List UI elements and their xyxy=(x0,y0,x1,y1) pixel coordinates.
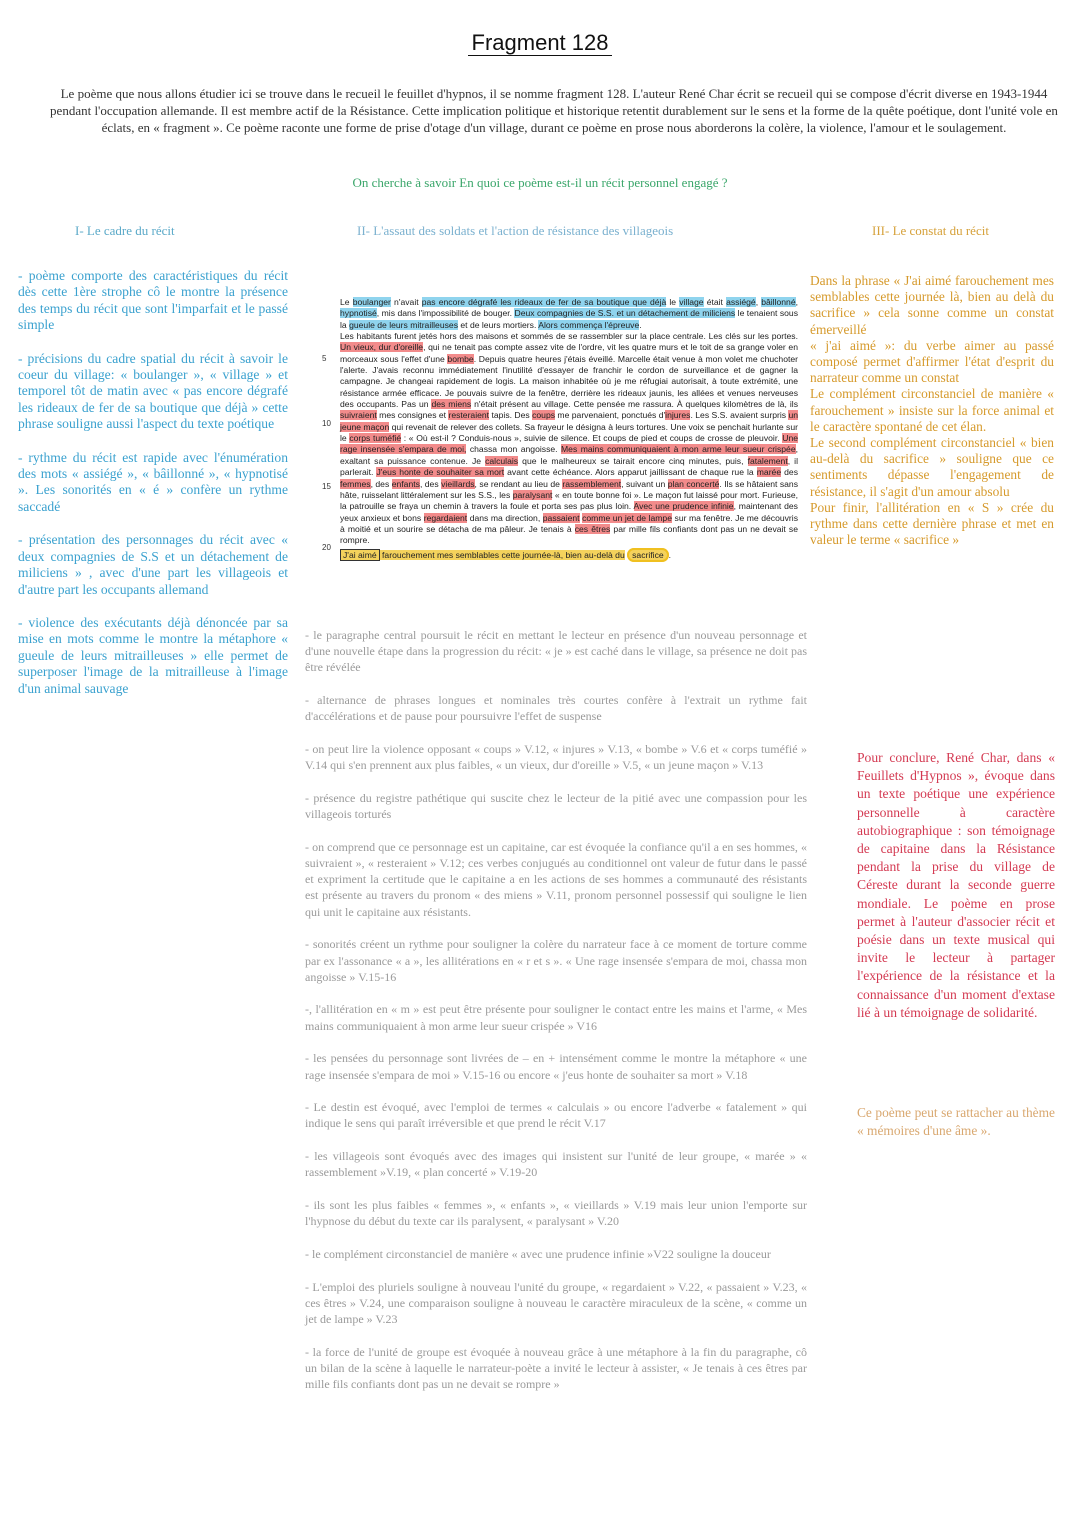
heading-part-2: II- L'assaut des soldats et l'action de résistance des villageois xyxy=(357,223,674,238)
highlight-yellow: bien au-delà du xyxy=(565,549,625,560)
highlight-red: des miens xyxy=(431,399,472,410)
page-title xyxy=(0,30,1080,56)
highlight-red: un jeune maçon xyxy=(340,410,798,432)
highlight-red: resteraient xyxy=(448,410,490,421)
note-item: - présence du registre pathétique qui suscite chez le lecteur de la pitié avec une compassion pour les villageois torturés xyxy=(305,790,807,822)
note-item: Le complément circonstanciel de manière « farouchement » insiste sur la force animal et le caractère spontané de cet élan. xyxy=(810,386,1054,434)
note-item: Le second complément circonstanciel « bien au-delà du sacrifice » souligne que ce sentiments dépasse l'engagement de résistance, il s'agit d'un amour absolu xyxy=(810,435,1054,499)
note-item: - rythme du récit est rapide avec l'énumération des mots « assiégé », « bâillonné », « hypnotisé ». Les sonorités en « é » confère un rythme saccadé xyxy=(18,449,288,514)
highlight-blue: Deux compagnies de S.S. et un détachement de miliciens xyxy=(514,308,736,319)
highlight-blue: hypnotisé xyxy=(340,308,377,319)
highlight-red: vieillards xyxy=(441,478,475,489)
note-item: - les villageois sont évoqués avec des images qui insistent sur l'unité de leur groupe, « marée » « rassemblement »V.19, « plan concerté » V.19-20 xyxy=(305,1149,807,1180)
highlight-yellow: farouchement mes semblables cette journée-là, xyxy=(379,549,566,560)
highlight-yellow: J'ai aimé xyxy=(340,549,380,561)
highlight-red: plan concerté xyxy=(667,478,720,489)
note-item: Dans la phrase « J'ai aimé farouchement mes semblables cette journée là, bien au delà du sacrifice » cela sonne comme un constat émerveillé xyxy=(810,273,1054,337)
note-item: - présentation des personnages du récit avec « deux compagnies de S.S et un détachement de miliciens » , avec d'une part les villageois et d'autre part les occupants allemand xyxy=(18,532,288,597)
highlight-red: Un vieux, dur d'oreille xyxy=(340,342,424,353)
note-item: « j'ai aimé »: du verbe aimer au passé composé permet d'affirmer l'état d'esprit du narrateur comme un constat xyxy=(810,337,1054,386)
note-item: - poème comporte des caractéristiques du récit dès cette 1ère strophe cô le montre la présence des temps du récit que sont l'imparfait et le passé simple xyxy=(18,268,288,333)
conclusion: Pour conclure, René Char, dans « Feuillets d'Hypnos », évoque dans un texte poétique une expérience personnelle à caractère autobiographique : son témoignage de capitaine dans la Résistance pendant la prise du village de Céreste durant la seconde guerre mondiale. Le poème en prose permet à l'auteur d'associer récit et poésie dans un texte musical qui invite le lecteur à partager l'expérience de la résistance et la connaissance d'un moment d'extase lié à un témoignage de solidarité. xyxy=(857,750,1055,1020)
poem-paragraph-3: J'ai aimé farouchement mes semblables cette journée-là, bien au-delà du sacrifice . xyxy=(340,550,798,561)
highlight-red: Avec une prudence infinie xyxy=(633,501,734,512)
highlight-blue: assiégé xyxy=(726,297,756,307)
heading-part-1: I- Le cadre du récit xyxy=(75,223,175,238)
note-item: - on comprend que ce personnage est un capitaine, car est évoquée la confiance qu'il a en ses hommes, « suivraient », « resteraient » V.12; ces verbes conjugués au conditionnel ont valeur de futur dans le passé et expriment la certitude que le capitaine a en les actions de ses hommes a communauté des résistants est présente au travers du pronom « des miens » V.11, pronom personnel possessif qui souligne le lien qui unit le capitaine aux résistants. xyxy=(305,839,807,919)
note-item: - on peut lire la violence opposant « coups » V.12, « injures » V.13, « bombe » V.6 et « corps tuméfié » V.14 qui s'en prennent aux plus faibles, « un vieux, dur d'oreille » V.5, « un jeune maçon » V.13 xyxy=(305,742,807,773)
note-item: - violence des exécutants déjà dénoncée par sa mise en mots comme le montre la métaphore « gueule de leurs mitrailleuses » elle permet de superposer l'image de la mitrailleuse à l'image d'un animal sauvage xyxy=(18,614,288,696)
note-item: - sonorités créent un rythme pour souligner la colère du narrateur face à ce moment de torture comme par ex l'assonance « a », les allitérations en « r et s ». « Une rage insensée s'empara de moi, chassa mon angoisse » V.15-16 xyxy=(305,937,807,984)
highlight-red: suivraient xyxy=(340,410,377,421)
note-item: - alternance de phrases longues et nominales très courtes confère à l'extrait un rythme fait d'accélérations et de pause pour poursuivre l'effet de suspense xyxy=(305,693,807,724)
problematic-question: On cherche à savoir En quoi ce poème est-il un récit personnel engagé ? xyxy=(352,175,728,190)
highlight-blue: pas encore dégrafé les rideaux de fer de sa boutique que déjà xyxy=(421,297,667,307)
highlight-red: corps tuméfié xyxy=(349,433,402,444)
highlight-red: regardaient xyxy=(423,512,468,523)
highlight-red: femmes xyxy=(340,478,371,489)
highlight-red: passaient xyxy=(542,512,580,523)
highlight-red: J'eus honte de souhaiter sa mort xyxy=(376,467,505,478)
highlight-red: fatalement xyxy=(747,455,788,466)
highlight-red: calculais xyxy=(485,455,519,466)
note-item: - L'emploi des pluriels souligne à nouveau l'unité du groupe, « regardaient » V.22, « passaient » V.23, « ces êtres » V.24, une comparaison souligne à nouveau le caractère miraculeux de la scène, « comme un jet de lampe » V.23 xyxy=(305,1279,807,1327)
highlight-red: paralysant xyxy=(512,489,553,500)
highlight-blue: bâillonné xyxy=(761,297,796,307)
highlight-blue: gueule de leurs mitrailleuses xyxy=(349,319,458,330)
highlight-red: enfants xyxy=(391,478,420,489)
heading-part-3: III- Le constat du récit xyxy=(872,223,989,238)
note-item: - précisions du cadre spatial du récit à savoir le coeur du village: « boulanger », « village » et temporel tôt de matin avec « pas encore dégrafé les rideaux de fer de sa boutique que déjà » cette phrase souligne aussi l'aspect du texte poétique xyxy=(18,350,288,432)
introduction: Le poème que nous allons étudier ici se trouve dans le recueil le feuillet d'hypnos, il se nomme fragment 128. L'auteur René Char écrit se recueil qui se compose d'écrit diverse en 1943-1944 pendant l'occupation allemande. Il est membre actif de la Résistance. Cette implication politique et historique retentit durablement sur le sens et la forme de la quête poétique, dont l'unité vole en éclats, en « fragment ». Ce poème raconte une forme de prise d'otage d'un village, durant ce poème en prose nous aborderons la colère, la violence, l'amour et le soulagement. xyxy=(50,86,1058,135)
poem-paragraph-1: Le boulanger n'avait pas encore dégrafé les rideaux de fer de sa boutique que déjà le village était assiégé, bâillonné, hypnotisé, mis dans l'impossibilité de bouger. Deux compagnies de S.S. et un détachement de miliciens le tenaient sous la gueule de leurs mitrailleuses et de leurs mortiers. Alors commença l'épreuve. xyxy=(340,297,798,330)
theme-link: Ce poème peut se rattacher au thème « mémoires d'une âme ». xyxy=(857,1105,1055,1138)
poem-paragraph-2: Les habitants furent jetés hors des maisons et sommés de se rassembler sur la place centrale. Les clés sur les portes. Un vieux, dur d'oreille, qui ne tenait pas compte assez vite de l'ordre, vit les quatre murs et le toit de sa grange voler en morceaux sous l'effet d'une bombe. Depuis quatre heures j'étais éveillé. Marcelle était venue à mon volet me chuchoter l'alerte. J'avais reconnu immédiatement l'inutilité d'essayer de franchir le cordon de surveillance et de gagner la campagne. Je changeai rapidement de logis. La maison inhabitée où je me réfugiai autorisait, à toute extrémité, une résistance armée efficace. Je pouvais suivre de la fenêtre, derrière les rideaux jaunis, les allées et venues nerveuses des occupants. Pas un des miens n'était présent au village. Cette pensée me rassura. À quelques kilomètres de là, ils suivraient mes consignes et resteraient tapis. Des coups me parvenaient, ponctués d'injures. Les S.S. avaient surpris un jeune maçon qui revenait de relever des collets. Sa frayeur le désigna à leurs tortures. Une voix se penchait hurlante sur le corps tuméfié : « Où est-il ? Conduis-nous », suivie de silence. Et coups de pied et coups de crosse de pleuvoir. Une rage insensée s'empara de moi, chassa mon angoisse. Mes mains communiquaient à mon arme leur sueur crispée, exaltant sa puissance contenue. Je calculais que le malheureux se tairait encore cinq minutes, puis, fatalement, il parlerait. J'eus honte de souhaiter sa mort avant cette échéance. Alors apparut jaillissant de chaque rue la marée des femmes, des enfants, des vieillards, se rendant au lieu de rassemblement, suivant un plan concerté. Ils se hâtaient sans hâte, ruisselant littéralement sur les S.S., les paralysant « en toute bonne foi ». Le maçon fut laissé pour mort. Furieuse, la patrouille se fraya un chemin à travers la foule et porta ses pas plus loin. Avec une prudence infinie, maintenant des yeux anxieux et bons regardaient dans ma direction, passaient comme un jet de lampe sur ma fenêtre. Je me découvris à moitié et un sourire se détacha de ma pâleur. Je tenais à ces êtres par mille fils confiants dont pas un ne devait se rompre. xyxy=(340,331,799,546)
highlight-red: rassemblement xyxy=(562,478,622,489)
part-2-notes xyxy=(305,627,807,1409)
highlight-blue: Alors commença l'épreuve xyxy=(538,319,640,330)
note-item: -, l'allitération en « m » est peut être présente pour souligner le contact entre les mains et l'arme, « Mes mains communiquaient à mon arme leur sueur crispée » V16 xyxy=(305,1002,807,1033)
highlight-red: Mes mains communiquaient à mon arme leur sueur crispée xyxy=(561,444,796,455)
highlight-red: ces êtres xyxy=(574,523,611,534)
highlight-red: coups xyxy=(532,410,556,421)
circled-word: sacrifice xyxy=(627,548,669,562)
highlight-red: Une rage insensée s'empara de moi, xyxy=(340,433,798,455)
note-item: - le paragraphe central poursuit le récit en mettant le lecteur en présence d'un nouveau personnage et d'une nouvelle étape dans la progression du récit: « je » est caché dans le village, sa présence ne doit pas être révélée xyxy=(305,628,807,675)
highlight-red: comme un jet de lampe xyxy=(582,512,672,523)
highlight-red: injures xyxy=(665,410,691,421)
line-number: 10 xyxy=(322,419,331,428)
highlight-red: bombe xyxy=(447,353,474,364)
note-item: - Le destin est évoqué, avec l'emploi de termes « calculais » ou encore l'adverbe « fatalement » qui indique le sens qui paraît irréversible et que prend le récit V.17 xyxy=(305,1100,807,1131)
highlight-red: marée xyxy=(756,467,782,478)
note-item: - la force de l'unité de groupe est évoquée à nouveau grâce à une métaphore à la fin du paragraphe, cô un bilan de la scène à laquelle le narrateur-poète a invité le lecteur à assister, « Je tenais à ces êtres par mille fils confiants dont pas un ne devait se rompre » xyxy=(305,1344,807,1392)
part-1-notes xyxy=(18,268,288,714)
note-item: - ils sont les plus faibles « femmes », « enfants », « vieillards » V.19 mais leur union l'emporte sur l'hypnose du début du texte car ils paralysent, « paralysant » V.20 xyxy=(305,1198,807,1229)
page-title-text: Fragment 128 xyxy=(468,30,613,56)
poem-text xyxy=(340,297,798,561)
highlight-blue: village xyxy=(679,297,704,307)
note-item: - les pensées du personnage sont livrées de – en + intensément comme le montre la métaphore « une rage insensée s'empara de moi » V.15-16 ou encore « j'eus honte de souhaiter sa mort » V.18 xyxy=(305,1051,807,1082)
line-number: 5 xyxy=(322,354,327,363)
part-3-notes xyxy=(810,273,1054,548)
line-number: 15 xyxy=(322,482,331,491)
note-item: - le complément circonstanciel de manière « avec une prudence infinie »V22 souligne la douceur xyxy=(305,1246,771,1261)
highlight-blue: boulanger xyxy=(352,297,391,307)
note-item: Pour finir, l'allitération en « S » crée du rythme dans cette dernière phrase et met en valeur le terme « sacrifice » xyxy=(810,499,1054,548)
line-number: 20 xyxy=(322,543,331,552)
